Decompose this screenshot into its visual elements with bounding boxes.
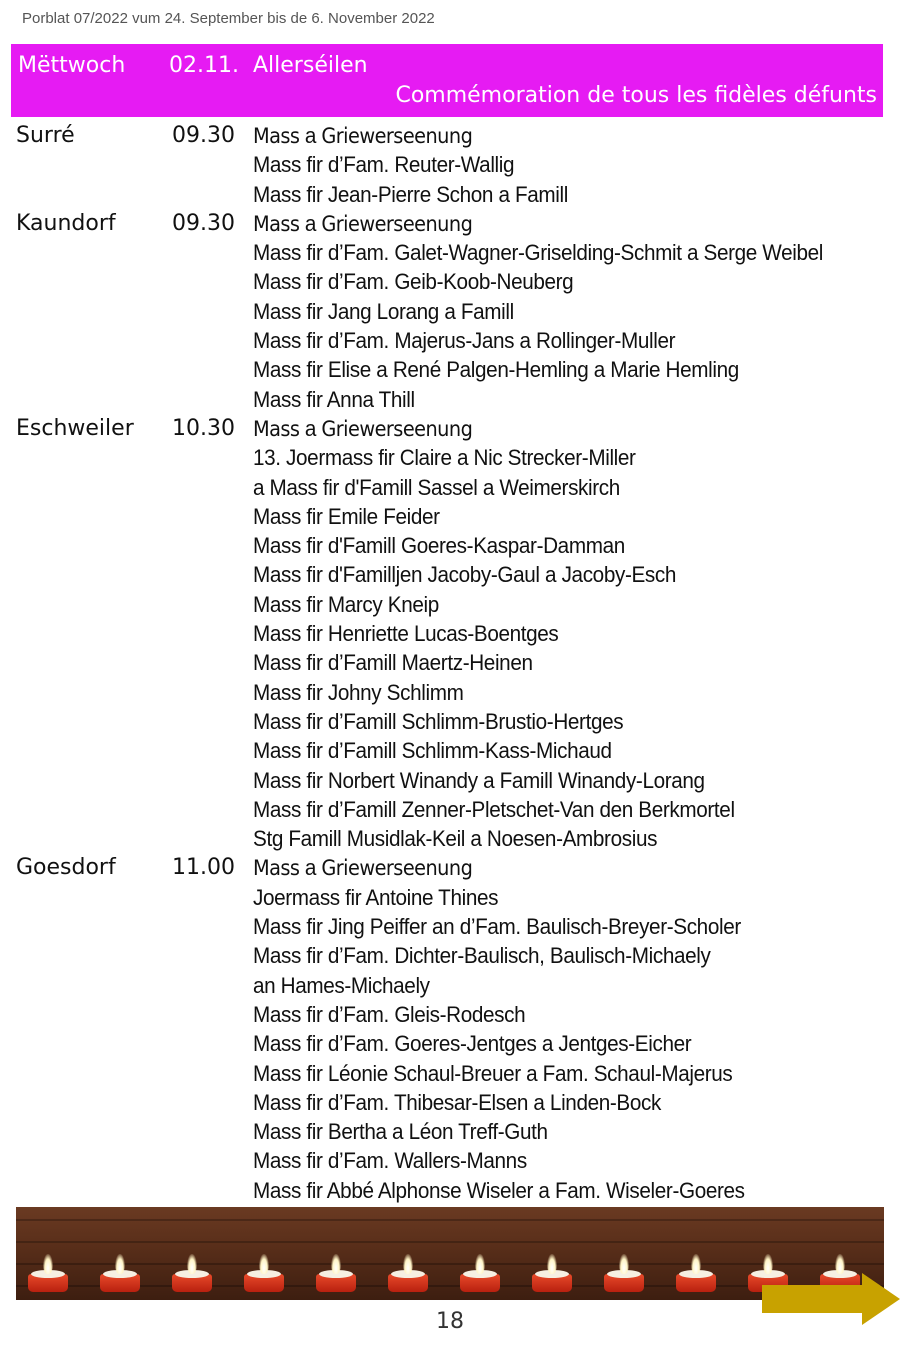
mass-label: Mass [253,856,300,881]
tealight-candle [172,1266,212,1292]
mass-intention: Mass fir Johny Schlimm [253,679,464,705]
mass-intention: Mass fir d’Fam. Reuter-Wallig [253,152,515,178]
mass-headline [253,209,848,238]
place-name: Eschweiler [16,415,134,441]
place-name: Kaundorf [16,210,116,236]
mass-intention: Mass fir Abbé Alphonse Wiseler a Fam. Wiseler-Goeres [253,1177,745,1203]
schedule-block [0,209,900,414]
mass-headline [253,853,848,882]
tealight-candle [244,1266,284,1292]
mass-intention: Mass fir d’Fam. Goeres-Jentges a Jentges-Eicher [253,1031,692,1057]
mass-intention: Mass fir d'Familljen Jacoby-Gaul a Jacoby-Esch [253,562,677,588]
candle-flame [547,1254,557,1274]
wall-joint [16,1241,884,1243]
page-number: 18 [436,1309,464,1334]
intention-list [253,853,900,1205]
mass-intention: Stg Famill Musidlak-Keil a Noesen-Ambrosius [253,826,658,852]
candle-flame [835,1254,845,1274]
mass-intention: Mass fir Emile Feider [253,503,440,529]
candle-flame [43,1254,53,1274]
candle-flame [187,1254,197,1274]
banner-feast: Allerséilen [253,53,368,78]
candle-flame [259,1254,269,1274]
mass-label: Mass [253,416,300,441]
mass-intention: Mass fir d’Famill Schlimm-Brustio-Hertges [253,708,624,734]
tealight-candle [316,1266,356,1292]
mass-intention: Mass fir d’Fam. Galet-Wagner-Griselding-Schmit a Serge Weibel [253,240,823,266]
tealight-candle [532,1266,572,1292]
mass-blessing: Griewerseenung [321,856,473,881]
mass-intention: Mass fir Henriette Lucas-Boentges [253,621,559,647]
mass-intention: Mass fir d’Fam. Majerus-Jans a Rollinger-Muller [253,328,676,354]
schedule-block [0,414,900,853]
mass-intention: Joermass fir Antoine Thines [253,884,499,910]
mass-intention: Mass fir d’Fam. Wallers-Manns [253,1148,527,1174]
candle-flame [115,1254,125,1274]
mass-time: 10.30 [172,415,235,441]
mass-intention: Mass fir d’Famill Zenner-Pletschet-Van den Berkmortel [253,796,735,822]
mass-intention: a Mass fir d'Famill Sassel a Weimerskirch [253,474,620,500]
tealight-candle [100,1266,140,1292]
candle-flame [763,1254,773,1274]
mass-connector: a [299,123,322,148]
mass-intention: Mass fir Jing Peiffer an d’Fam. Baulisch-Breyer-Scholer [253,914,741,940]
mass-blessing: Griewerseenung [321,416,473,441]
mass-intention: Mass fir Léonie Schaul-Breuer a Fam. Schaul-Majerus [253,1060,733,1086]
mass-intention: Mass fir Marcy Kneip [253,591,439,617]
mass-intention: Mass fir Bertha a Léon Treff-Guth [253,1119,548,1145]
schedule-block [0,121,900,209]
mass-headline [253,414,848,443]
intention-list [253,209,900,414]
intention-list [253,414,900,853]
place-name: Surré [16,123,75,148]
mass-schedule [0,121,900,1205]
place-name: Goesdorf [16,855,116,881]
candle-flame [691,1254,701,1274]
tealight-candle [676,1266,716,1292]
publication-line: Porblat 07/2022 vum 24. September bis de 6. November 2022 [22,10,435,27]
mass-headline [253,121,848,150]
mass-time: 09.30 [172,123,235,148]
candle-flame [475,1254,485,1274]
candle-flame [331,1254,341,1274]
mass-blessing: Griewerseenung [321,211,473,236]
mass-intention: Mass fir d’Fam. Thibesar-Elsen a Linden-Bock [253,1089,661,1115]
tealight-candle [388,1266,428,1292]
mass-label: Mass [253,211,300,236]
mass-time: 11.00 [172,855,235,881]
banner-date: 02.11. [169,53,239,78]
candles-image [16,1207,884,1300]
mass-intention: 13. Joermass fir Claire a Nic Strecker-Miller [253,445,636,471]
candle-flame [403,1254,413,1274]
mass-intention: Mass fir d’Famill Maertz-Heinen [253,650,533,676]
day-banner [11,44,883,117]
mass-intention: Mass fir d’Famill Schlimm-Kass-Michaud [253,738,612,764]
tealight-candle [460,1266,500,1292]
mass-time: 09.30 [172,210,235,236]
mass-blessing: Griewerseenung [321,124,473,148]
wall-joint [16,1219,884,1221]
tealight-candle [28,1266,68,1292]
mass-intention: Mass fir Jean-Pierre Schon a Famill [253,181,568,207]
mass-connector: a [299,415,322,441]
intention-list [253,121,900,209]
banner-day: Mëttwoch [18,53,126,78]
tealight-candle [604,1266,644,1292]
mass-connector: a [299,855,322,881]
mass-intention: Mass fir d’Fam. Geib-Koob-Neuberg [253,269,574,295]
candle-flame [619,1254,629,1274]
banner-subtitle: Commémoration de tous les fidèles défunts [395,83,877,108]
mass-intention: Mass fir Jang Lorang a Famill [253,298,514,324]
mass-intention: Mass fir d'Famill Goeres-Kaspar-Damman [253,533,625,559]
mass-intention: Mass fir Anna Thill [253,386,415,412]
mass-intention: Mass fir Norbert Winandy a Famill Winandy-Lorang [253,767,705,793]
mass-intention: Mass fir d’Fam. Gleis-Rodesch [253,1001,526,1027]
mass-intention: Mass fir d’Fam. Dichter-Baulisch, Baulisch-Michaely [253,943,711,969]
mass-connector: a [299,210,322,236]
mass-label: Mass [253,124,300,148]
mass-intention: an Hames-Michaely [253,972,430,998]
schedule-block [0,853,900,1205]
mass-intention: Mass fir Elise a René Palgen-Hemling a Marie Hemling [253,357,739,383]
wall-joint [16,1263,884,1265]
